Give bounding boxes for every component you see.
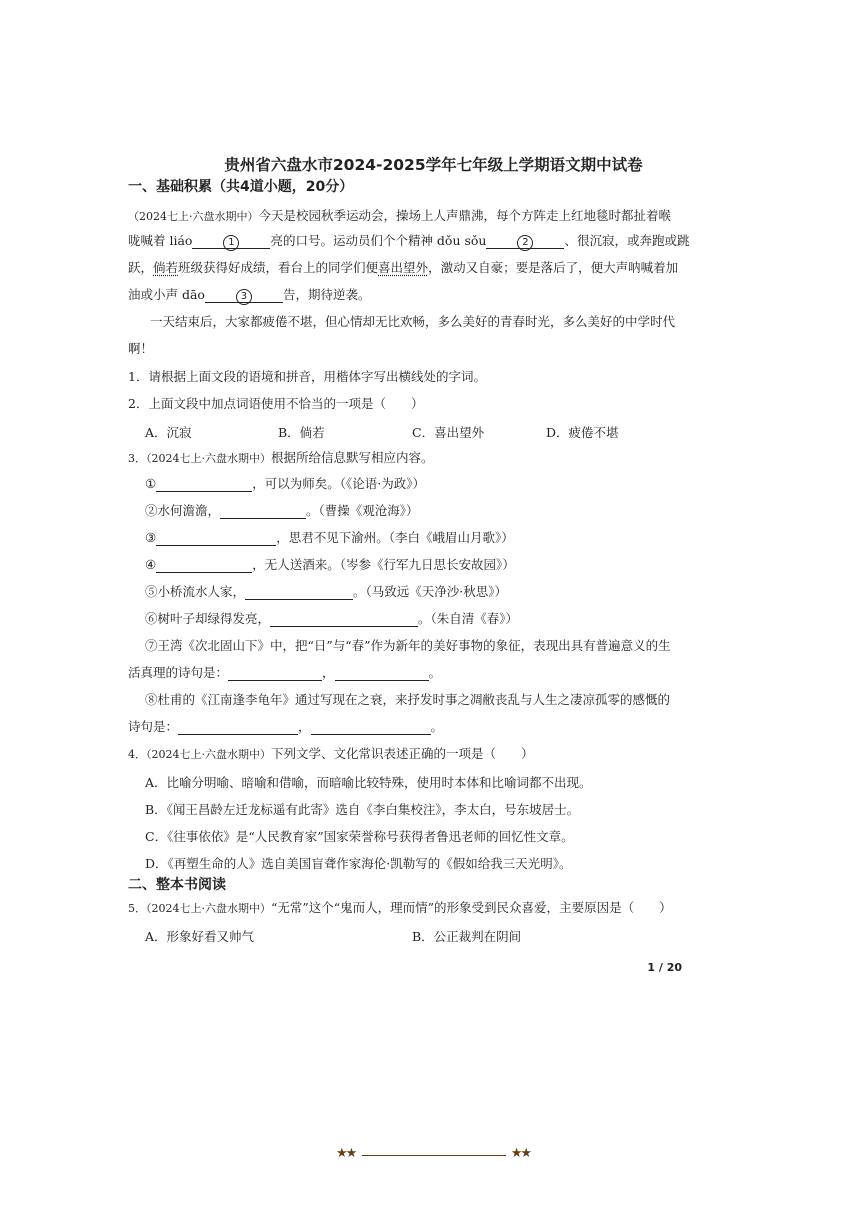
- page-number: 1 / 20: [647, 961, 682, 974]
- q5-option-b[interactable]: B．公正裁判在阴间: [412, 929, 522, 944]
- passage-line-3: [128, 260, 678, 276]
- passage-text: 、很沉寂，或奔跑或跳: [564, 233, 690, 248]
- item-text: 。（曹操《观沧海》）: [306, 503, 419, 518]
- question-3: [128, 450, 434, 467]
- item-number: ①: [145, 476, 157, 491]
- passage-text: 跃，: [128, 260, 154, 275]
- q2-option-c[interactable]: C．喜出望外: [412, 425, 485, 440]
- footer-divider: [362, 1155, 506, 1156]
- passage-text: 班级获得好成绩，看台上的同学们便: [178, 260, 379, 275]
- q3-item-5: [145, 584, 507, 600]
- item-text: 。（朱自清《春》）: [418, 611, 519, 626]
- circled-number-2: 2: [517, 235, 533, 251]
- item-text: ，: [298, 719, 311, 734]
- blank-2[interactable]: [486, 233, 564, 249]
- passage-text: 亮的口号。运动员们个个精神 dǒu sǒu: [270, 233, 487, 248]
- q3-item-8-line-2: [128, 719, 443, 735]
- q3-blank-7a[interactable]: [228, 665, 322, 681]
- q3-blank-5[interactable]: [245, 584, 353, 600]
- question-text: “无常”这个“鬼而人，理而情”的形象受到民众喜爱，主要原因是（ ）: [271, 900, 672, 915]
- question-source: 5．（2024七上·六盘水期中）: [128, 902, 271, 915]
- item-text: 诗句是：: [128, 719, 179, 734]
- q3-blank-1[interactable]: [156, 476, 252, 492]
- q3-item-2: [145, 503, 419, 519]
- star-icon: ★★: [510, 1146, 530, 1161]
- q3-blank-4[interactable]: [156, 557, 252, 573]
- item-text: ，思君不见下渝州。（李白《峨眉山月歌》）: [276, 530, 514, 545]
- passage-line-6: 啊！: [128, 341, 154, 356]
- item-text: ⑥树叶子却绿得发亮，: [145, 611, 271, 626]
- q3-blank-7b[interactable]: [335, 665, 429, 681]
- q4-option-b[interactable]: B．《闻王昌龄左迁龙标遥有此寄》选自《李白集校注》，李太白，号东坡居士。: [145, 802, 580, 817]
- question-2: 2．上面文段中加点词语使用不恰当的一项是（ ）: [128, 396, 424, 411]
- blank-3[interactable]: [205, 287, 283, 303]
- question-source: （2024七上·六盘水期中）: [128, 210, 259, 223]
- q5-option-a[interactable]: A．形象好看又帅气: [145, 929, 255, 944]
- question-1: 1．请根据上面文段的语境和拼音，用楷体字写出横线处的字词。: [128, 369, 486, 384]
- question-text: 下列文学、文化常识表述正确的一项是（ ）: [271, 746, 534, 761]
- circled-number-1: 1: [223, 235, 239, 251]
- item-text: ，无人送酒来。（岑参《行军九日思长安故园》）: [252, 557, 515, 572]
- passage-line-4: [128, 287, 370, 303]
- circled-number-3: 3: [236, 289, 252, 305]
- item-text: ，可以为师矣。（《论语·为政》）: [252, 476, 425, 491]
- q3-blank-2[interactable]: [220, 503, 306, 519]
- footer-ornament: [336, 1146, 532, 1166]
- q2-option-b[interactable]: B．倘若: [278, 425, 325, 440]
- passage-text: 咙喊着 liáo: [128, 233, 193, 248]
- q3-item-7-line-2: [128, 665, 441, 681]
- question-5: [128, 900, 672, 917]
- q2-option-d[interactable]: D．疲倦不堪: [546, 425, 619, 440]
- section-heading-basics: 一、基础积累（共4道小题，20分）: [128, 179, 354, 195]
- section-heading-whole-book: 二、整本书阅读: [128, 877, 226, 893]
- question-source: 3．（2024七上·六盘水期中）: [128, 452, 271, 465]
- passage-text: 油或小声 dāo: [128, 287, 205, 302]
- passage-line-1: [128, 208, 671, 225]
- q3-item-8-line-1: ⑧杜甫的《江南逢李龟年》通过写现在之衰，来抒发时事之凋敝丧乱与人生之凄凉孤零的感慨的: [145, 692, 671, 707]
- passage-text: 告，期待逆袭。: [282, 287, 371, 302]
- dotted-word-xichuwangwai: 喜出望外: [378, 260, 429, 275]
- q3-item-3: [145, 530, 514, 546]
- item-text: 。（马致远《天净沙·秋思》）: [353, 584, 507, 599]
- item-text: 。: [430, 719, 444, 734]
- dotted-word-tangruo: 倘若: [153, 260, 179, 275]
- item-number: ③: [145, 530, 157, 545]
- question-source: 4．（2024七上·六盘水期中）: [128, 748, 271, 761]
- blank-1[interactable]: [192, 233, 270, 249]
- q4-option-d[interactable]: D．《再塑生命的人》选自美国盲聋作家海伦·凯勒写的《假如给我三天光明》。: [145, 856, 572, 871]
- q2-option-a[interactable]: A．沉寂: [145, 425, 192, 440]
- item-text: ②水何澹澹，: [145, 503, 221, 518]
- item-text: 活真理的诗句是：: [128, 665, 229, 680]
- q3-item-1: [145, 476, 425, 492]
- question-4: [128, 746, 534, 763]
- q3-blank-6[interactable]: [270, 611, 418, 627]
- passage-line-2: [128, 233, 690, 249]
- item-text: ，: [322, 665, 335, 680]
- document-title: 贵州省六盘水市2024-2025学年七年级上学期语文期中试卷: [224, 156, 643, 174]
- question-text: 根据所给信息默写相应内容。: [271, 450, 434, 465]
- item-text: 。: [428, 665, 442, 680]
- q3-blank-3[interactable]: [156, 530, 276, 546]
- item-number: ④: [145, 557, 157, 572]
- q3-item-6: [145, 611, 518, 627]
- item-text: ⑤小桥流水人家，: [145, 584, 246, 599]
- star-icon: ★★: [336, 1146, 356, 1161]
- passage-text: 今天是校园秋季运动会，操场上人声鼎沸，每个方阵走上红地毯时都扯着喉: [258, 208, 672, 223]
- q3-blank-8b[interactable]: [311, 719, 431, 735]
- passage-text: ，激动又自豪；要是落后了，便大声呐喊着加: [428, 260, 679, 275]
- passage-line-5: 一天结束后，大家都疲倦不堪，但心情却无比欢畅，多么美好的青春时光，多么美好的中学时代: [150, 314, 676, 329]
- q3-item-7-line-1: ⑦王湾《次北固山下》中，把“日”与“春”作为新年的美好事物的象征，表现出具有普遍意义的生: [145, 638, 671, 653]
- q3-blank-8a[interactable]: [178, 719, 298, 735]
- q3-item-4: [145, 557, 515, 573]
- q4-option-c[interactable]: C．《往事依依》是“人民教育家”国家荣誉称号获得者鲁迅老师的回忆性文章。: [145, 829, 574, 844]
- q4-option-a[interactable]: A．比喻分明喻、暗喻和借喻，而暗喻比较特殊，使用时本体和比喻词都不出现。: [145, 775, 592, 790]
